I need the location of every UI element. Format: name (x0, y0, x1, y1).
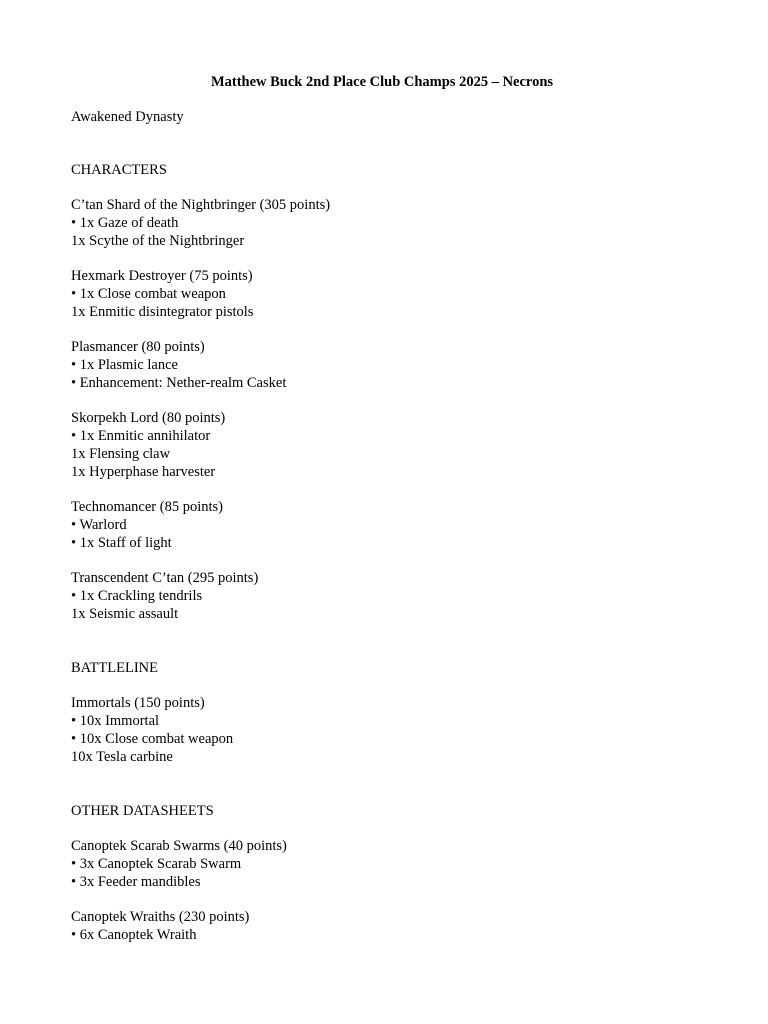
unit-entry (71, 338, 711, 392)
unit-wargear-line: 10x Tesla carbine (71, 749, 173, 765)
unit-entry (71, 694, 711, 766)
section-heading: CHARACTERS (71, 162, 167, 178)
unit-entry (71, 409, 711, 481)
unit-wargear-line: • 3x Canoptek Scarab Swarm (71, 856, 242, 872)
unit-name: Skorpekh Lord (80 points) (71, 410, 226, 426)
unit-wargear-line: 1x Seismic assault (71, 606, 179, 622)
section-battleline (71, 659, 711, 766)
page-title: Matthew Buck 2nd Place Club Champs 2025 – Necrons (210, 74, 554, 90)
unit-wargear-line: • 1x Staff of light (71, 535, 172, 551)
unit-entry (71, 837, 711, 891)
unit-wargear-line: • 3x Feeder mandibles (71, 874, 201, 890)
unit-name: Technomancer (85 points) (71, 499, 223, 515)
unit-name: Canoptek Wraiths (230 points) (71, 909, 250, 925)
unit-entry (71, 196, 711, 250)
unit-wargear-line: • 10x Close combat weapon (71, 731, 234, 747)
unit-wargear-line: • 10x Immortal (71, 713, 160, 729)
unit-wargear-line: • 1x Close combat weapon (71, 286, 226, 302)
army-list (71, 108, 711, 944)
section-characters (71, 161, 711, 623)
unit-wargear-line: 1x Scythe of the Nightbringer (71, 233, 245, 249)
unit-warlord-line: • Warlord (71, 517, 127, 533)
section-spacer (71, 641, 711, 659)
unit-entry (71, 908, 711, 944)
unit-name: Immortals (150 points) (71, 695, 205, 711)
section-spacer (71, 784, 711, 802)
unit-enhancement-line: • Enhancement: Nether-realm Casket (71, 375, 287, 391)
unit-wargear-line: 1x Flensing claw (71, 446, 171, 462)
section-other-datasheets (71, 802, 711, 944)
unit-wargear-line: 1x Enmitic disintegrator pistols (71, 304, 254, 320)
unit-entry (71, 267, 711, 321)
unit-wargear-line: 1x Hyperphase harvester (71, 464, 216, 480)
unit-name: Transcendent C’tan (295 points) (71, 570, 259, 586)
unit-entry (71, 498, 711, 552)
unit-wargear-line: • 6x Canoptek Wraith (71, 927, 197, 943)
unit-wargear-line: • 1x Gaze of death (71, 215, 179, 231)
unit-wargear-line: • 1x Enmitic annihilator (71, 428, 211, 444)
section-heading: BATTLELINE (71, 660, 158, 676)
unit-name: C’tan Shard of the Nightbringer (305 points) (71, 197, 331, 213)
unit-wargear-line: • 1x Plasmic lance (71, 357, 178, 373)
unit-name: Hexmark Destroyer (75 points) (71, 268, 253, 284)
section-heading: OTHER DATASHEETS (71, 803, 214, 819)
unit-entry (71, 569, 711, 623)
unit-wargear-line: • 1x Crackling tendrils (71, 588, 203, 604)
unit-name: Canoptek Scarab Swarms (40 points) (71, 838, 287, 854)
detachment-name: Awakened Dynasty (71, 109, 184, 125)
unit-name: Plasmancer (80 points) (71, 339, 205, 355)
